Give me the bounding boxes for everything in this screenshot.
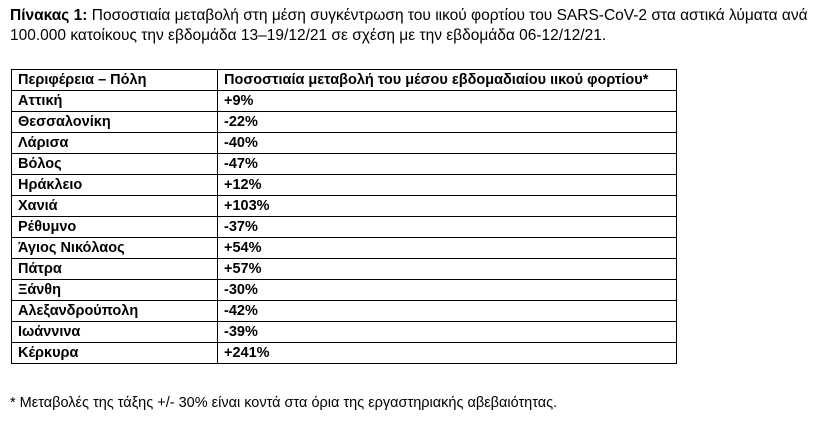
- change-cell: -40%: [218, 133, 677, 154]
- header-change: Ποσοστιαία μεταβολή του μέσου εβδομαδιαίου ιικού φορτίου*: [218, 70, 677, 91]
- region-cell: Πάτρα: [12, 259, 218, 280]
- table-row: [12, 175, 677, 196]
- region-cell: Ξάνθη: [12, 280, 218, 301]
- region-cell: Κέρκυρα: [12, 343, 218, 364]
- table-row: [12, 91, 677, 112]
- header-region: Περιφέρεια – Πόλη: [12, 70, 218, 91]
- table-header: [12, 70, 677, 91]
- footnote: * Μεταβολές της τάξης +/- 30% είναι κοντά στα όρια της εργαστηριακής αβεβαιότητας.: [10, 395, 558, 411]
- table-header-row: [12, 70, 677, 91]
- change-cell: +103%: [218, 196, 677, 217]
- table-row: [12, 133, 677, 154]
- table-row: [12, 322, 677, 343]
- region-cell: Αττική: [12, 91, 218, 112]
- table-row: [12, 301, 677, 322]
- wastewater-change-table: [11, 69, 677, 364]
- region-cell: Βόλος: [12, 154, 218, 175]
- caption-label: Πίνακας 1:: [10, 7, 88, 24]
- table-row: [12, 280, 677, 301]
- region-cell: Ιωάννινα: [12, 322, 218, 343]
- change-cell: -47%: [218, 154, 677, 175]
- change-cell: +12%: [218, 175, 677, 196]
- caption-text-line-2: 100.000 κατοίκους την εβδομάδα 13–19/12/21 σε σχέση με την εβδομάδα 06-12/12/21.: [10, 27, 607, 44]
- table-row: [12, 259, 677, 280]
- region-cell: Θεσσαλονίκη: [12, 112, 218, 133]
- table-row: [12, 343, 677, 364]
- change-cell: +54%: [218, 238, 677, 259]
- change-cell: -42%: [218, 301, 677, 322]
- table-row: [12, 112, 677, 133]
- region-cell: Άγιος Νικόλαος: [12, 238, 218, 259]
- table-row: [12, 154, 677, 175]
- region-cell: Αλεξανδρούπολη: [12, 301, 218, 322]
- change-cell: -39%: [218, 322, 677, 343]
- change-cell: -37%: [218, 217, 677, 238]
- table-row: [12, 196, 677, 217]
- change-cell: -22%: [218, 112, 677, 133]
- caption-text-line-1: Ποσοστιαία μεταβολή στη μέση συγκέντρωση του ιικού φορτίου του SARS-CoV-2 στα αστικά λύματα ανά: [87, 7, 808, 24]
- region-cell: Ηράκλειο: [12, 175, 218, 196]
- change-cell: +9%: [218, 91, 677, 112]
- table-row: [12, 238, 677, 259]
- change-cell: -30%: [218, 280, 677, 301]
- caption-line-1: [10, 6, 825, 26]
- region-cell: Ρέθυμνο: [12, 217, 218, 238]
- region-cell: Λάρισα: [12, 133, 218, 154]
- region-cell: Χανιά: [12, 196, 218, 217]
- table-row: [12, 217, 677, 238]
- table-body: [12, 91, 677, 364]
- change-cell: +57%: [218, 259, 677, 280]
- table-caption: [10, 6, 825, 46]
- change-cell: +241%: [218, 343, 677, 364]
